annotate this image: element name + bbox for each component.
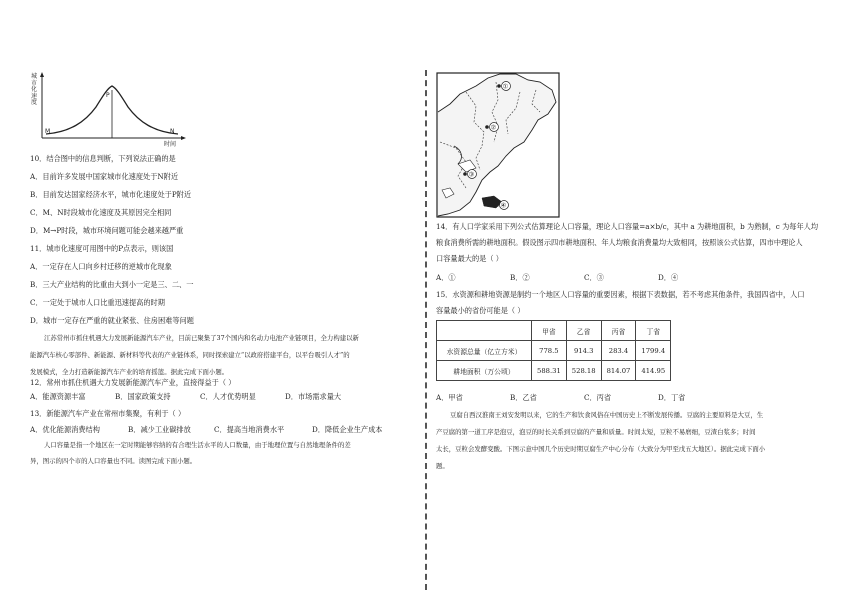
q13-option-b[interactable]: B．减少工业碳排放 — [128, 425, 191, 434]
graph-y-label: 城市化速度 — [31, 73, 38, 106]
q11-option-a[interactable]: A．一定存在人口向乡村迁移的逆城市化现象 — [30, 262, 172, 271]
four-cities-map — [436, 72, 560, 218]
map-label-3: ③ — [468, 170, 475, 179]
q14-options — [436, 273, 732, 283]
passage3-line1: 豆腐自西汉淮南王刘安发明以来，它的生产和饮食风俗在中国历史上不断发展传播。豆腐的主要原料是大豆，生 — [450, 411, 764, 419]
table-header-cell: 丙省 — [601, 321, 636, 341]
graph-m-label: M — [45, 128, 51, 135]
q15-line2: 容量最小的省份可能是（ ） — [436, 306, 525, 315]
q13-option-a[interactable]: A．优化能源消费结构 — [30, 425, 100, 434]
table-header-row — [437, 321, 671, 341]
q12-option-b[interactable]: B．国家政策支持 — [115, 392, 171, 401]
map-label-1: ① — [502, 82, 509, 91]
q12-stem: 12．常州市抓住机遇大力发展新能源汽车产业，直接得益于（ ） — [30, 378, 236, 387]
map-label-2: ② — [490, 123, 497, 132]
q15-options — [436, 393, 732, 403]
q14-option-b[interactable]: B．② — [510, 273, 530, 282]
q14-line3: 口容量最大的是（ ） — [436, 254, 503, 263]
q10-option-d[interactable]: D．M→P时段，城市环境问题可能会越来越严重 — [30, 226, 184, 235]
q14-line2: 粮食消费所需的耕地面积。假设图示四市耕地面积、年人均粮食消费量均大致相同，按照该公式估算，四市中理论人 — [436, 238, 803, 247]
q11-option-c[interactable]: C．一定处于城市人口比重迅速提高的时期 — [30, 298, 165, 307]
passage3-line2: 产豆腐的第一道工序是泡豆，泡豆的时长关系到豆腐的产量和质量。时间太短，豆粒不易磨细，豆渣白浆多；时间 — [436, 428, 756, 436]
q10-option-b[interactable]: B．目前发达国家经济水平，城市化速度处于P附近 — [30, 190, 192, 199]
q12-option-c[interactable]: C．人才优势明显 — [200, 392, 256, 401]
q11-stem: 11．城市化速度可用图中的P点表示，则该国 — [30, 244, 174, 253]
q14-option-d[interactable]: D．④ — [658, 273, 679, 282]
passage2-line1: 人口容量是指一个地区在一定时期能够容纳的有合理生活水平的人口数量，由于地理位置与自然地理条件的差 — [44, 441, 351, 449]
column-divider — [425, 70, 427, 590]
q10-stem: 10．结合图中的信息判断，下列说法正确的是 — [30, 154, 176, 163]
resource-table — [436, 320, 671, 381]
q15-option-c[interactable]: C．丙省 — [584, 393, 612, 402]
table-cell: 414.95 — [636, 361, 671, 381]
passage3-line3: 太长，豆粒会发酵变酸。下图示意中国几个历史时期豆腐生产中心分布（大致分为甲至戊五大地区）。据此完成下面小 — [436, 445, 766, 453]
table-row — [437, 341, 671, 361]
q15-option-a[interactable]: A．甲省 — [436, 393, 463, 402]
passage2-line2: 异，图示的四个市的人口容量也不同。读图完成下面小题。 — [30, 457, 197, 465]
q10-option-c[interactable]: C．M、N时段城市化速度及其原因完全相同 — [30, 208, 172, 217]
q13-options — [30, 425, 402, 435]
table-cell: 778.5 — [532, 341, 567, 361]
graph-n-label: N — [170, 128, 175, 135]
passage1-line3: 发展模式，全力打造新能源汽车产业的培育摇篮。据此完成下面小题。 — [30, 368, 229, 376]
graph-x-label: 时间 — [164, 141, 177, 148]
table-row — [437, 361, 671, 381]
table-cell: 1799.4 — [636, 341, 671, 361]
graph-p-label: P — [106, 92, 110, 99]
q10-option-a[interactable]: A．目前许多发展中国家城市化速度处于N附近 — [30, 172, 179, 181]
table-header-cell: 丁省 — [636, 321, 671, 341]
passage3-line4: 题。 — [436, 462, 449, 470]
table-header-cell: 乙省 — [566, 321, 601, 341]
q12-option-a[interactable]: A．能源资源丰富 — [30, 392, 86, 401]
q13-stem: 13．新能源汽车产业在常州市集聚，有利于（ ） — [30, 409, 186, 418]
table-cell: 水资源总量（亿立方米） — [437, 341, 532, 361]
q14-line1: 14．有人口学家采用下列公式估算理论人口容量，理论人口容量=a×b/c，其中 a 为耕地面积，b 为熟制，c 为每年人均 — [436, 222, 819, 231]
table-cell: 914.3 — [566, 341, 601, 361]
table-cell: 283.4 — [601, 341, 636, 361]
table-cell: 528.18 — [566, 361, 601, 381]
urbanization-speed-graph — [30, 72, 190, 148]
table-header-cell — [437, 321, 532, 341]
q15-option-d[interactable]: D．丁省 — [658, 393, 686, 402]
q11-option-d[interactable]: D．城市一定存在严重的就业紧张、住房困难等问题 — [30, 316, 194, 325]
table-header-cell: 甲省 — [532, 321, 567, 341]
table-cell: 588.31 — [532, 361, 567, 381]
q14-option-c[interactable]: C．③ — [584, 273, 604, 282]
q12-options — [30, 392, 370, 402]
q13-option-c[interactable]: C．提高当地消费水平 — [214, 425, 285, 434]
q15-option-b[interactable]: B．乙省 — [510, 393, 537, 402]
q12-option-d[interactable]: D．市场需求量大 — [285, 392, 342, 401]
q15-line1: 15．水资源和耕地资源是制约一个地区人口容量的重要因素，根据下表数据，若不考虑其他条件，我国四省中，人口 — [436, 290, 805, 299]
passage1-line1: 江苏常州市抓住机遇大力发展新能源汽车产业，目前已聚集了37个国内和名动力电池产业链项目，全力构建以新 — [44, 334, 359, 342]
q13-option-d[interactable]: D．降低企业生产成本 — [312, 425, 383, 434]
table-cell: 耕地面积（万公顷） — [437, 361, 532, 381]
q11-option-b[interactable]: B．三大产业结构的比重由大到小一定是三、二、一 — [30, 280, 194, 289]
q14-option-a[interactable]: A．① — [436, 273, 456, 282]
passage1-line2: 能源汽车核心零部件、新能源、新材料等代表的产业链体系，同时探索建立“以政府搭建平台，以平台吸引人才”的 — [30, 351, 350, 359]
map-label-4: ④ — [500, 201, 507, 210]
table-cell: 814.07 — [601, 361, 636, 381]
